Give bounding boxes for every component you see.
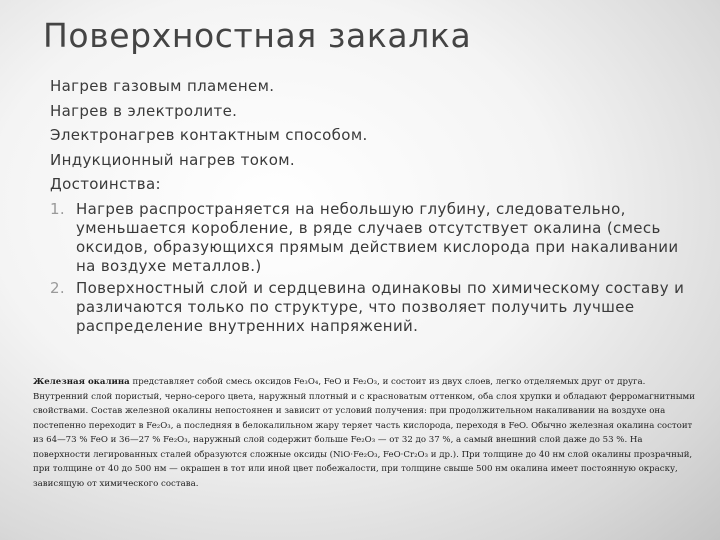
footnote-iron-scale (33, 375, 698, 491)
slide-body (50, 74, 700, 336)
footnote-text: представляет собой смесь оксидов Fe₃O₄, FeO и Fe₂O₃, и состоит из двух слоев, легко отделяемых друг от друга. Внутренний слой пористый, черно-серого цвета, наружный плотный и с красноватым оттенком, оба слоя хрупки и обладают ферромагнитными свойствами. Состав железной окалины непостоянен и зависит от условий получения: при продолжительном накаливании на воздухе она постепенно переходит в Fe₂O₃, а последняя в белокалильном жару теряет часть кислорода, переходя в FeO. Обычно железная окалина состоит из 64—73 % FeO и 36—27 % Fe₂O₃, наружный слой содержит больше Fe₂O₃ — от 32 до 37 %, а самый внешний слой даже до 53 %. На поверхности легированных сталей образуются сложные оксиды (NiO·Fe₂O₃, FeO·Cr₂O₃ и др.). При толщине до 40 нм слой окалины прозрачный, при толщине от 40 до 500 нм — окрашен в тот или иной цвет побежалости, при толщине свыше 500 нм окалина имеет постоянную окраску, зависящую от химического состава. (33, 377, 695, 489)
advantage-number-2: 2. (50, 278, 66, 297)
advantage-text-1: Нагрев распространяется на небольшую глубину, следовательно, уменьшается коробление, в ряде случаев отсутствует окалина (смесь оксидов, образующихся прямым действием кислорода при накаливании на воздухе металлов.) (76, 199, 679, 275)
body-line-induction: Индукционный нагрев током. (50, 150, 296, 169)
advantage-item-1 (50, 197, 700, 276)
body-line-electrolyte: Нагрев в электролите. (50, 101, 238, 120)
advantage-text-2: Поверхностный слой и сердцевина одинаковы по химическому составу и различаются только по структуре, что позволяет получить лучшее распределение внутренних напряжений. (76, 278, 685, 335)
body-line-advantages-heading: Достоинства: (50, 175, 161, 193)
advantage-item-2 (50, 276, 700, 336)
slide-title: Поверхностная закалка (43, 16, 472, 55)
advantage-number-1: 1. (50, 199, 66, 218)
body-line-contact-heating: Электронагрев контактным способом. (50, 126, 368, 144)
footnote-term: Железная окалина (33, 377, 130, 387)
body-line-gas-flame: Нагрев газовым пламенем. (50, 77, 275, 95)
